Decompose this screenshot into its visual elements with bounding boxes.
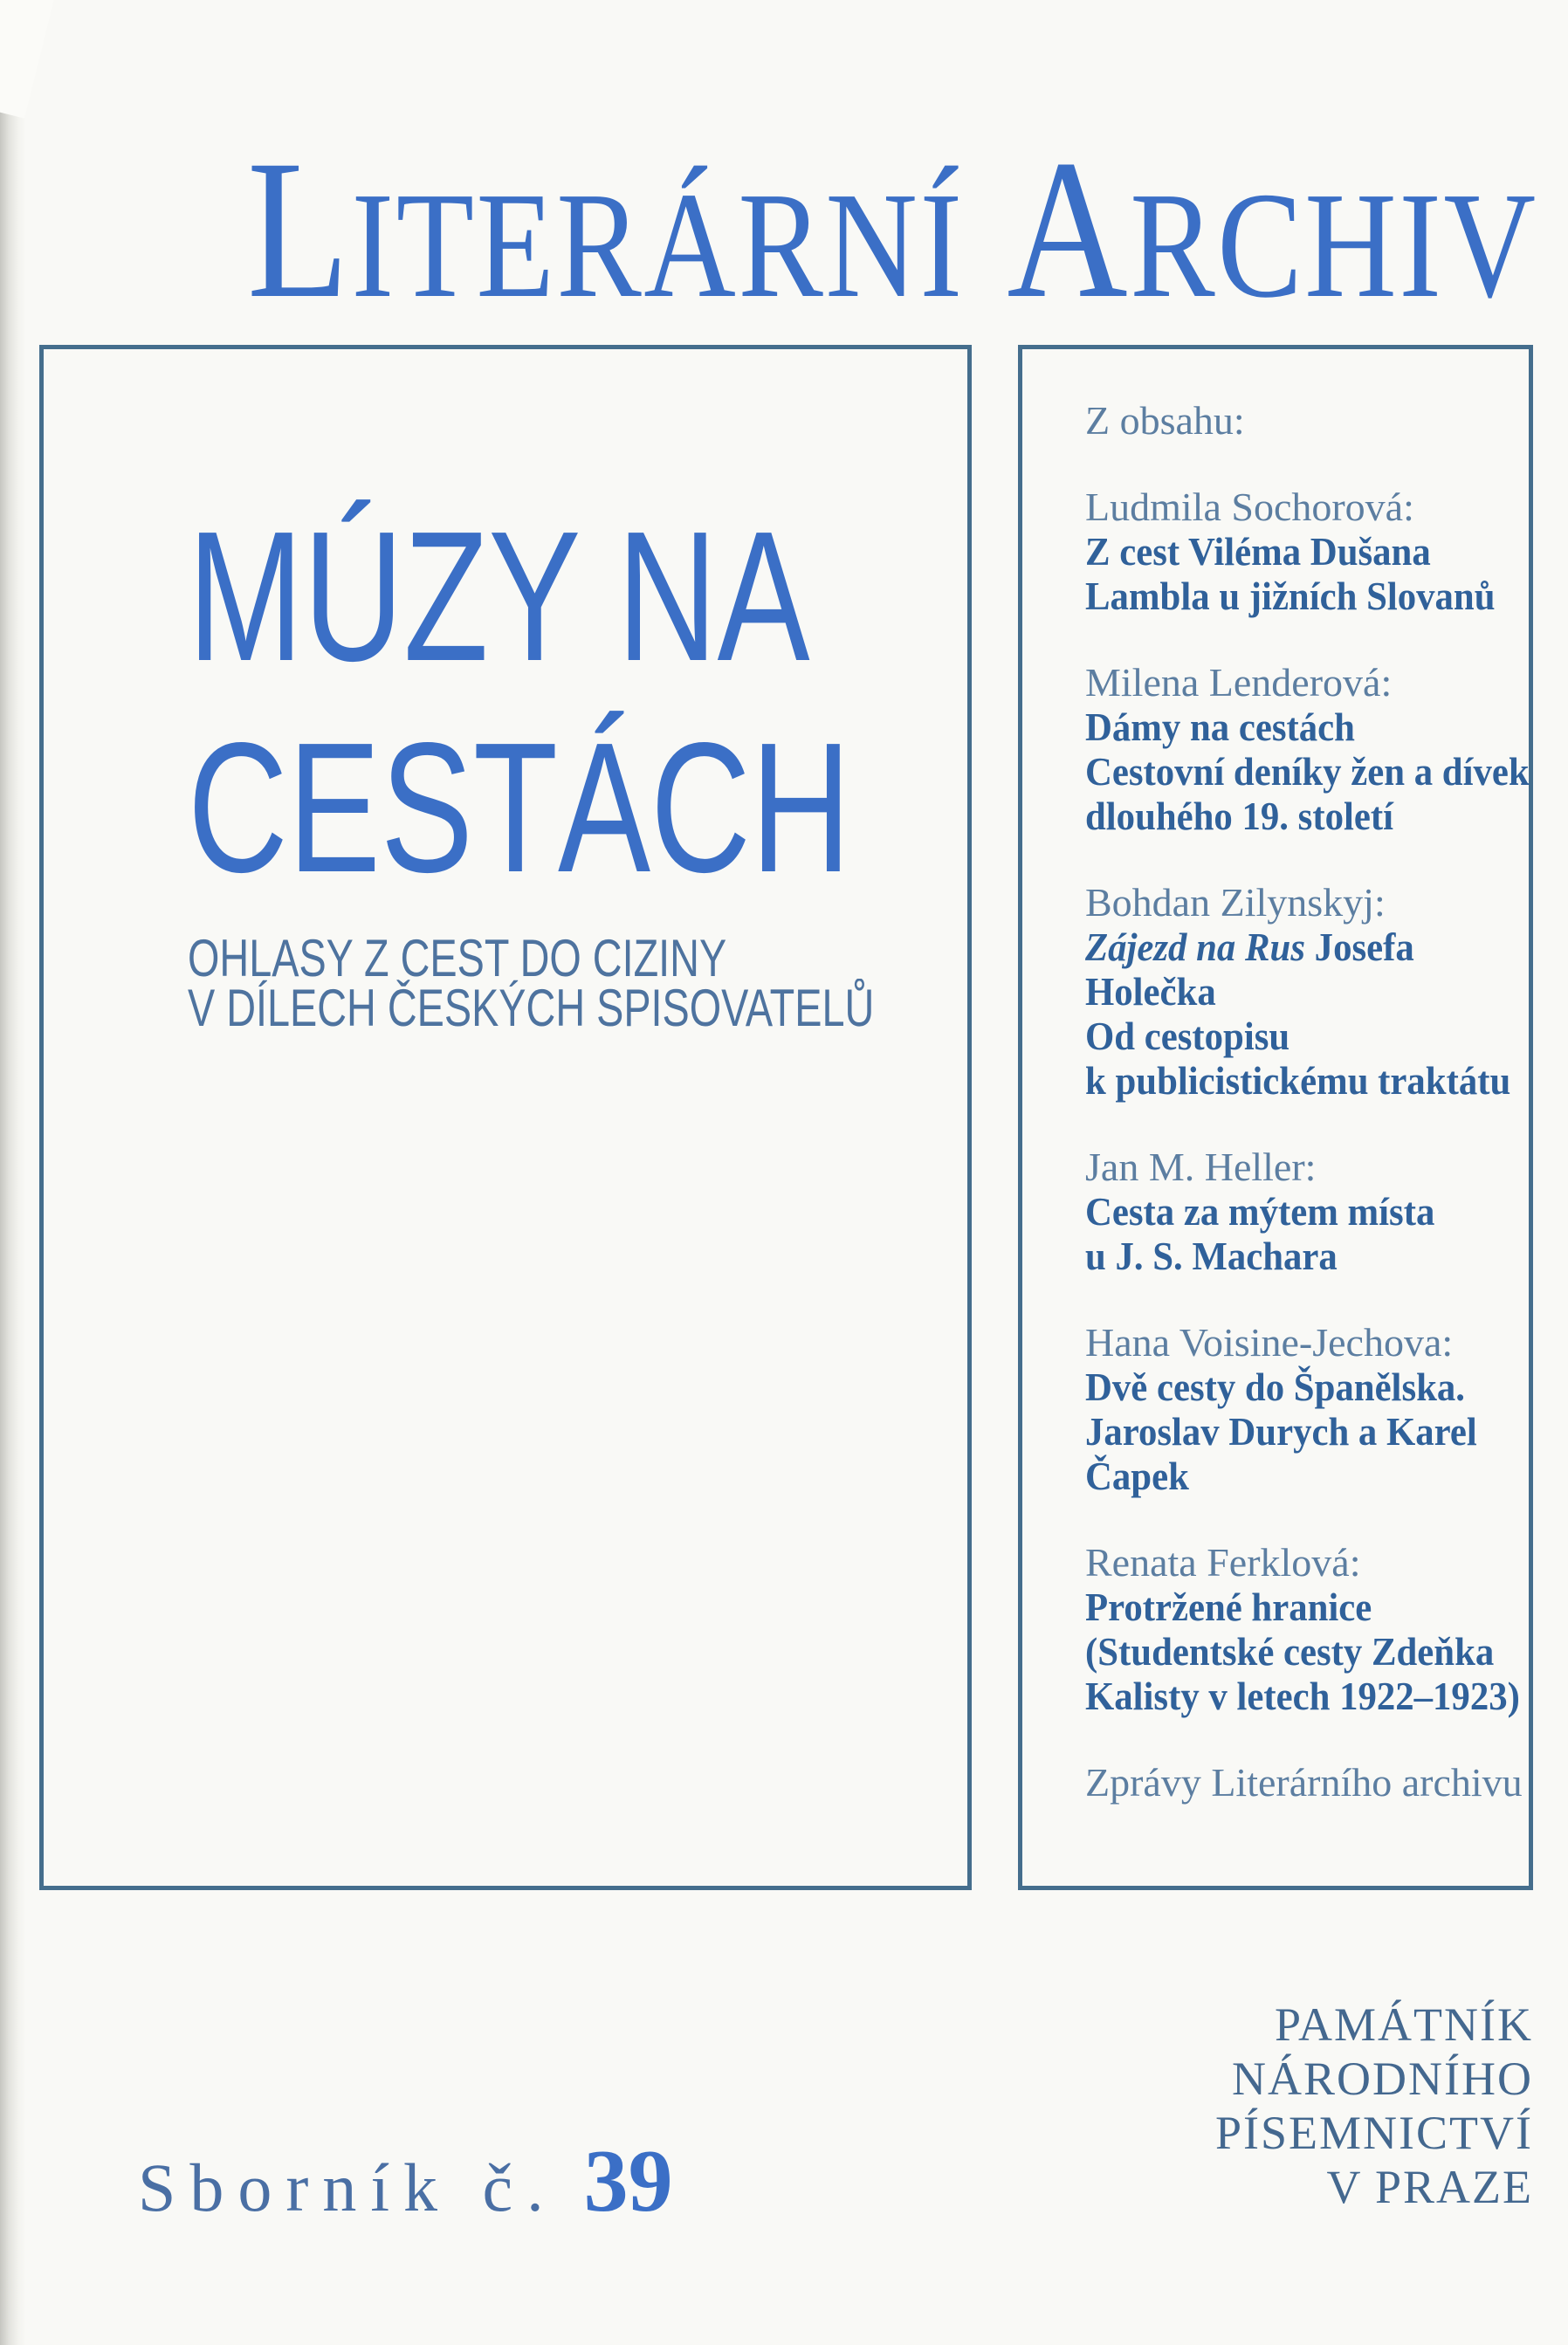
entry-title-line: Cestovní deníky žen a dívek — [1085, 749, 1530, 794]
masthead-initial-a: A — [1007, 120, 1131, 340]
series-number-value: 39 — [583, 2132, 673, 2231]
masthead-rest-rchiv: RCHIV — [1130, 161, 1538, 329]
entry-title-line — [1085, 925, 1489, 969]
entry-title-line: Holečka — [1085, 969, 1216, 1014]
masthead-word-archiv — [1007, 120, 1537, 340]
entry-title-line: dlouhého 19. století — [1085, 794, 1393, 838]
contents-panel — [1018, 345, 1533, 1890]
masthead-initial-l: L — [247, 120, 352, 340]
volume-title — [188, 491, 1072, 913]
contents-entry — [1085, 1320, 1520, 1498]
publisher-line: PAMÁTNÍK — [1274, 1998, 1533, 2051]
masthead-title-text — [247, 120, 1538, 345]
entry-title-line: Z cest Viléma Dušana — [1085, 529, 1431, 574]
entry-title-line: Od cestopisu — [1085, 1014, 1290, 1058]
contents-entry — [1085, 1145, 1520, 1278]
series-number — [138, 2130, 673, 2232]
volume-subtitle-line1: OHLASY Z CEST DO CIZINY — [188, 929, 727, 987]
entry-author: Ludmila Sochorová: — [1085, 485, 1414, 529]
volume-subtitle — [188, 929, 1068, 1037]
scan-edge-shadow — [0, 0, 26, 2345]
entry-title-line: k publicistickému traktátu — [1085, 1058, 1511, 1103]
masthead-title — [247, 120, 1568, 345]
masthead-word-literarni — [247, 120, 965, 340]
publisher-imprint — [1215, 1998, 1533, 2214]
publisher-line: NÁRODNÍHO — [1232, 2053, 1533, 2105]
entry-author: Milena Lenderová: — [1085, 660, 1393, 705]
contents-entry — [1085, 880, 1520, 1103]
entry-title-line: u J. S. Machara — [1085, 1234, 1338, 1278]
contents-heading: Z obsahu: — [1085, 398, 1245, 443]
masthead-rest-iterarni: ITERÁRNÍ — [351, 161, 965, 329]
series-label: Sborník č. — [138, 2149, 558, 2225]
entry-author: Hana Voisine-Jechova: — [1085, 1320, 1454, 1365]
entry-title-line: Kalisty v letech 1922–1923) — [1085, 1674, 1520, 1718]
entry-title-line: Čapek — [1085, 1454, 1189, 1498]
publisher-line: PÍSEMNICTVÍ — [1214, 2107, 1533, 2159]
entry-title-line: Dvě cesty do Španělska. — [1085, 1365, 1465, 1409]
contents-footer-note: Zprávy Literárního archivu — [1085, 1760, 1523, 1805]
volume-subtitle-line2: V DÍLECH ČESKÝCH SPISOVATELŮ — [188, 979, 875, 1037]
contents-entry — [1085, 485, 1520, 618]
entry-title-line: Cesta za mýtem místa — [1085, 1189, 1435, 1234]
contents-entry — [1085, 1540, 1520, 1718]
entry-title-line: Jaroslav Durych a Karel — [1085, 1409, 1477, 1454]
entry-title-line: (Studentské cesty Zdeňka — [1085, 1629, 1495, 1674]
volume-title-line1: MÚZY NA — [188, 492, 810, 699]
entry-title-roman: Josefa — [1314, 925, 1414, 969]
publisher-line: V PRAZE — [1326, 2161, 1533, 2213]
entry-author: Renata Ferklová: — [1085, 1540, 1361, 1585]
title-panel — [39, 345, 972, 1890]
entry-author: Bohdan Zilynskyj: — [1085, 880, 1386, 925]
entry-title-line: Lambla u jižních Slovanů — [1085, 574, 1496, 618]
volume-title-line2: CESTÁCH — [188, 704, 851, 911]
contents-list — [1022, 349, 1529, 1805]
contents-entry — [1085, 660, 1530, 838]
entry-author: Jan M. Heller: — [1085, 1145, 1317, 1189]
entry-title-italic: Zájezd na Rus — [1085, 925, 1305, 969]
scan-corner-artifact — [0, 0, 65, 119]
entry-title-line: Dámy na cestách — [1085, 705, 1355, 749]
entry-title-line: Protržené hranice — [1085, 1585, 1372, 1629]
